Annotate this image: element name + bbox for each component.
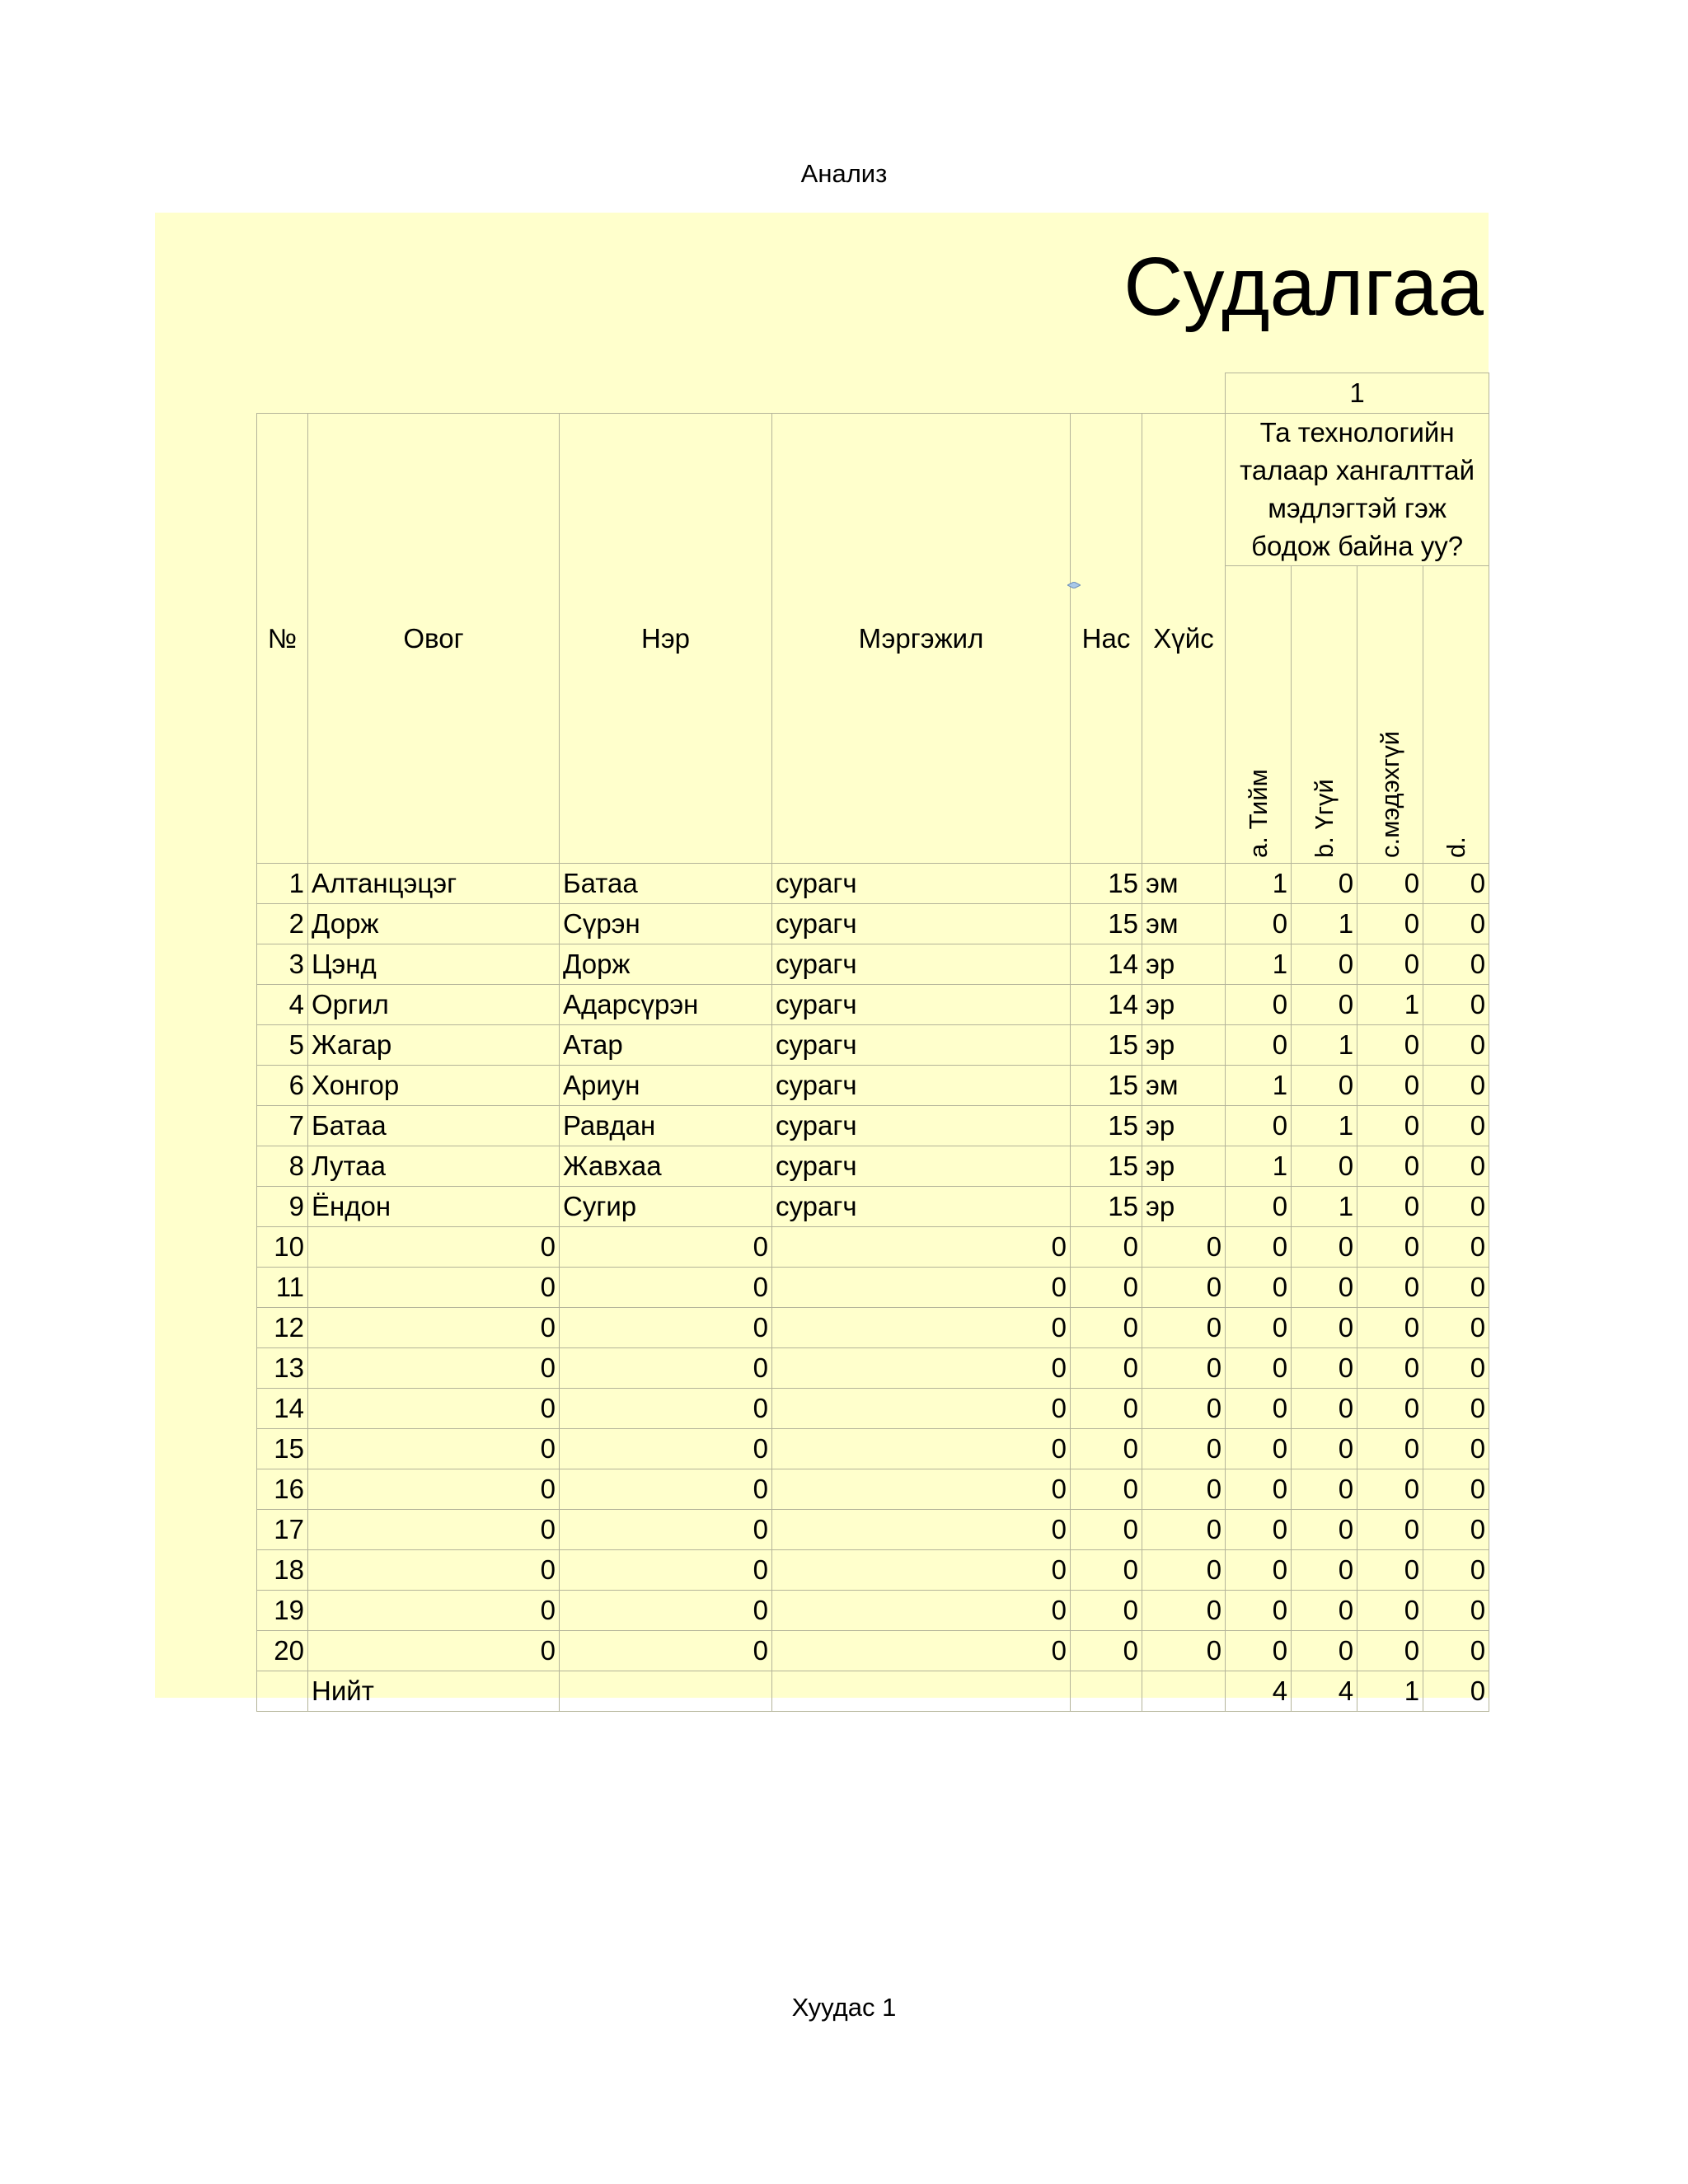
option-d-cell: 0 <box>1423 1024 1489 1065</box>
gender-cell: эр <box>1142 1146 1226 1186</box>
column-header-last-name: Овог <box>308 413 560 863</box>
option-b-cell: 0 <box>1292 944 1357 984</box>
first-name-cell: 0 <box>560 1469 772 1509</box>
first-name-cell: Дорж <box>560 944 772 984</box>
row-number: 15 <box>257 1428 308 1469</box>
option-d-cell: 0 <box>1423 1307 1489 1347</box>
sheet-title: Судалгаа <box>1123 241 1484 333</box>
option-c-cell: 0 <box>1357 1388 1423 1428</box>
option-d-cell: 0 <box>1423 1105 1489 1146</box>
option-a-cell: 0 <box>1226 1549 1292 1590</box>
option-d-cell: 0 <box>1423 863 1489 903</box>
option-b-cell: 0 <box>1292 1630 1357 1671</box>
table-row <box>257 1024 1489 1065</box>
row-number: 8 <box>257 1146 308 1186</box>
age-cell: 15 <box>1071 1146 1142 1186</box>
option-b-cell: 0 <box>1292 1428 1357 1469</box>
option-b-header <box>1292 565 1357 863</box>
option-b-label: b. Үгүй <box>1310 778 1339 858</box>
option-d-cell: 0 <box>1423 944 1489 984</box>
gender-cell: эм <box>1142 863 1226 903</box>
page-footer: Хуудас 1 <box>791 1993 897 2022</box>
first-name-cell: 0 <box>560 1307 772 1347</box>
age-cell: 0 <box>1071 1428 1142 1469</box>
age-cell: 0 <box>1071 1509 1142 1549</box>
last-name-cell: 0 <box>308 1469 560 1509</box>
option-a-cell: 1 <box>1226 863 1292 903</box>
option-c-label: c.мэдэхгүй <box>1376 730 1405 858</box>
option-b-cell: 1 <box>1292 903 1357 944</box>
option-d-cell: 0 <box>1423 1186 1489 1226</box>
option-b-cell: 0 <box>1292 984 1357 1024</box>
table-row <box>257 944 1489 984</box>
option-a-cell: 0 <box>1226 1267 1292 1307</box>
last-name-cell: 0 <box>308 1388 560 1428</box>
option-d-cell: 0 <box>1423 1549 1489 1590</box>
age-cell: 0 <box>1071 1226 1142 1267</box>
totals-row-number <box>257 1671 308 1711</box>
table-row <box>257 1146 1489 1186</box>
option-b-cell: 0 <box>1292 1226 1357 1267</box>
row-number: 17 <box>257 1509 308 1549</box>
gender-cell: эр <box>1142 1105 1226 1146</box>
row-number: 7 <box>257 1105 308 1146</box>
age-cell: 0 <box>1071 1549 1142 1590</box>
spreadsheet-area <box>155 213 1489 1706</box>
column-header-age: Нас <box>1071 413 1142 863</box>
column-header-profession: Мэргэжил <box>772 413 1071 863</box>
option-a-cell: 0 <box>1226 1630 1292 1671</box>
column-header-first-name: Нэр <box>560 413 772 863</box>
first-name-cell: Жавхаа <box>560 1146 772 1186</box>
gender-cell: эр <box>1142 1024 1226 1065</box>
age-cell: 14 <box>1071 944 1142 984</box>
option-a-label: a. Тийм <box>1244 768 1273 858</box>
option-d-cell: 0 <box>1423 1388 1489 1428</box>
gender-cell: 0 <box>1142 1630 1226 1671</box>
gender-cell: эр <box>1142 944 1226 984</box>
age-cell: 0 <box>1071 1267 1142 1307</box>
option-a-cell: 0 <box>1226 1388 1292 1428</box>
total-option-c: 1 <box>1357 1671 1423 1711</box>
option-b-cell: 0 <box>1292 1509 1357 1549</box>
page-header: Анализ <box>800 159 888 188</box>
profession-cell: сурагч <box>772 984 1071 1024</box>
table-row <box>257 1347 1489 1388</box>
option-d-cell: 0 <box>1423 903 1489 944</box>
option-a-cell: 0 <box>1226 1105 1292 1146</box>
age-cell: 0 <box>1071 1590 1142 1630</box>
table-row <box>257 863 1489 903</box>
option-c-cell: 0 <box>1357 1549 1423 1590</box>
first-name-cell: 0 <box>560 1347 772 1388</box>
profession-cell: 0 <box>772 1549 1071 1590</box>
first-name-cell: Ариун <box>560 1065 772 1105</box>
last-name-cell: 0 <box>308 1549 560 1590</box>
row-number: 9 <box>257 1186 308 1226</box>
option-d-cell: 0 <box>1423 1590 1489 1630</box>
age-cell: 15 <box>1071 1024 1142 1065</box>
gender-cell: 0 <box>1142 1347 1226 1388</box>
option-b-cell: 0 <box>1292 1549 1357 1590</box>
option-b-cell: 0 <box>1292 1388 1357 1428</box>
option-b-cell: 0 <box>1292 1065 1357 1105</box>
gender-cell: 0 <box>1142 1509 1226 1549</box>
table-row <box>257 1469 1489 1509</box>
option-b-cell: 1 <box>1292 1024 1357 1065</box>
table-row <box>257 1388 1489 1428</box>
profession-cell: 0 <box>772 1388 1071 1428</box>
age-cell: 15 <box>1071 1186 1142 1226</box>
first-name-cell: Батаа <box>560 863 772 903</box>
option-c-cell: 0 <box>1357 1186 1423 1226</box>
last-name-cell: Жагар <box>308 1024 560 1065</box>
age-cell: 0 <box>1071 1388 1142 1428</box>
question-number: 1 <box>1226 373 1489 414</box>
option-a-cell: 0 <box>1226 1024 1292 1065</box>
option-a-cell: 0 <box>1226 984 1292 1024</box>
last-name-cell: 0 <box>308 1630 560 1671</box>
row-number: 11 <box>257 1267 308 1307</box>
last-name-cell: Батаа <box>308 1105 560 1146</box>
first-name-cell: 0 <box>560 1428 772 1469</box>
table-row <box>257 1226 1489 1267</box>
age-cell: 15 <box>1071 863 1142 903</box>
option-d-cell: 0 <box>1423 1146 1489 1186</box>
profession-cell: 0 <box>772 1267 1071 1307</box>
option-c-cell: 0 <box>1357 1469 1423 1509</box>
option-a-cell: 0 <box>1226 1509 1292 1549</box>
table-row <box>257 984 1489 1024</box>
option-d-cell: 0 <box>1423 1630 1489 1671</box>
row-number: 14 <box>257 1388 308 1428</box>
gender-cell: 0 <box>1142 1307 1226 1347</box>
option-b-cell: 1 <box>1292 1105 1357 1146</box>
option-c-cell: 0 <box>1357 1226 1423 1267</box>
option-c-cell: 0 <box>1357 863 1423 903</box>
table-row <box>257 1590 1489 1630</box>
option-c-cell: 0 <box>1357 1347 1423 1388</box>
first-name-cell: 0 <box>560 1509 772 1549</box>
option-d-cell: 0 <box>1423 1509 1489 1549</box>
row-number: 12 <box>257 1307 308 1347</box>
gender-cell: эм <box>1142 1065 1226 1105</box>
question-number-row <box>257 373 1489 414</box>
first-name-cell: 0 <box>560 1630 772 1671</box>
option-d-cell: 0 <box>1423 1428 1489 1469</box>
gender-cell: эр <box>1142 984 1226 1024</box>
row-number: 6 <box>257 1065 308 1105</box>
option-b-cell: 0 <box>1292 1347 1357 1388</box>
option-a-cell: 0 <box>1226 903 1292 944</box>
profession-cell: 0 <box>772 1469 1071 1509</box>
gender-cell: 0 <box>1142 1549 1226 1590</box>
totals-blank <box>560 1671 772 1711</box>
option-b-cell: 0 <box>1292 1267 1357 1307</box>
comment-marker-icon <box>1067 582 1081 588</box>
option-d-cell: 0 <box>1423 1065 1489 1105</box>
table-row <box>257 1186 1489 1226</box>
option-a-cell: 1 <box>1226 944 1292 984</box>
header-row <box>257 413 1489 565</box>
option-c-cell: 0 <box>1357 1267 1423 1307</box>
age-cell: 0 <box>1071 1630 1142 1671</box>
table-row <box>257 1509 1489 1549</box>
option-d-cell: 0 <box>1423 1347 1489 1388</box>
row-number: 4 <box>257 984 308 1024</box>
totals-blank <box>1071 1671 1142 1711</box>
last-name-cell: 0 <box>308 1428 560 1469</box>
profession-cell: 0 <box>772 1347 1071 1388</box>
first-name-cell: Атар <box>560 1024 772 1065</box>
row-number: 10 <box>257 1226 308 1267</box>
age-cell: 15 <box>1071 1105 1142 1146</box>
last-name-cell: Ёндон <box>308 1186 560 1226</box>
option-b-cell: 0 <box>1292 1146 1357 1186</box>
total-option-b: 4 <box>1292 1671 1357 1711</box>
profession-cell: 0 <box>772 1428 1071 1469</box>
option-c-cell: 0 <box>1357 903 1423 944</box>
profession-cell: сурагч <box>772 903 1071 944</box>
option-a-cell: 0 <box>1226 1186 1292 1226</box>
row-number: 2 <box>257 903 308 944</box>
first-name-cell: Адарсүрэн <box>560 984 772 1024</box>
age-cell: 14 <box>1071 984 1142 1024</box>
option-c-cell: 0 <box>1357 1307 1423 1347</box>
profession-cell: сурагч <box>772 1186 1071 1226</box>
option-d-cell: 0 <box>1423 1469 1489 1509</box>
option-d-cell: 0 <box>1423 1267 1489 1307</box>
option-a-cell: 0 <box>1226 1428 1292 1469</box>
option-c-header <box>1357 565 1423 863</box>
totals-blank <box>1142 1671 1226 1711</box>
first-name-cell: 0 <box>560 1388 772 1428</box>
column-header-no: № <box>257 413 308 863</box>
table-row <box>257 1267 1489 1307</box>
last-name-cell: 0 <box>308 1347 560 1388</box>
profession-cell: 0 <box>772 1509 1071 1549</box>
age-cell: 15 <box>1071 903 1142 944</box>
gender-cell: эр <box>1142 1186 1226 1226</box>
option-b-cell: 0 <box>1292 863 1357 903</box>
first-name-cell: 0 <box>560 1590 772 1630</box>
row-number: 1 <box>257 863 308 903</box>
last-name-cell: 0 <box>308 1590 560 1630</box>
option-c-cell: 0 <box>1357 1590 1423 1630</box>
table-row <box>257 1630 1489 1671</box>
option-b-cell: 0 <box>1292 1307 1357 1347</box>
option-a-cell: 1 <box>1226 1065 1292 1105</box>
option-d-label: d. <box>1442 836 1471 858</box>
age-cell: 0 <box>1071 1347 1142 1388</box>
last-name-cell: 0 <box>308 1509 560 1549</box>
last-name-cell: Дорж <box>308 903 560 944</box>
gender-cell: 0 <box>1142 1226 1226 1267</box>
profession-cell: сурагч <box>772 1105 1071 1146</box>
row-number: 16 <box>257 1469 308 1509</box>
last-name-cell: 0 <box>308 1226 560 1267</box>
age-cell: 0 <box>1071 1469 1142 1509</box>
option-c-cell: 0 <box>1357 1630 1423 1671</box>
profession-cell: сурагч <box>772 1024 1071 1065</box>
question-text: Та технологийн талаар хангалттай мэдлэгтэй гэж бодож байна уу? <box>1226 413 1489 565</box>
gender-cell: 0 <box>1142 1590 1226 1630</box>
option-c-cell: 0 <box>1357 1509 1423 1549</box>
option-d-cell: 0 <box>1423 1226 1489 1267</box>
last-name-cell: Лутаа <box>308 1146 560 1186</box>
last-name-cell: Хонгор <box>308 1065 560 1105</box>
row-number: 5 <box>257 1024 308 1065</box>
option-b-cell: 0 <box>1292 1590 1357 1630</box>
option-c-cell: 0 <box>1357 1428 1423 1469</box>
profession-cell: сурагч <box>772 1065 1071 1105</box>
profession-cell: сурагч <box>772 944 1071 984</box>
row-number: 18 <box>257 1549 308 1590</box>
gender-cell: эм <box>1142 903 1226 944</box>
option-c-cell: 0 <box>1357 944 1423 984</box>
profession-cell: сурагч <box>772 1146 1071 1186</box>
totals-label: Нийт <box>308 1671 560 1711</box>
first-name-cell: 0 <box>560 1226 772 1267</box>
survey-table <box>256 373 1489 1712</box>
first-name-cell: Сугир <box>560 1186 772 1226</box>
row-number: 19 <box>257 1590 308 1630</box>
option-a-header <box>1226 565 1292 863</box>
total-option-d: 0 <box>1423 1671 1489 1711</box>
row-number: 13 <box>257 1347 308 1388</box>
option-d-header <box>1423 565 1489 863</box>
table-row <box>257 1307 1489 1347</box>
first-name-cell: Равдан <box>560 1105 772 1146</box>
option-a-cell: 0 <box>1226 1226 1292 1267</box>
last-name-cell: Алтанцэцэг <box>308 863 560 903</box>
table-row <box>257 1549 1489 1590</box>
option-c-cell: 0 <box>1357 1105 1423 1146</box>
profession-cell: 0 <box>772 1307 1071 1347</box>
last-name-cell: Цэнд <box>308 944 560 984</box>
gender-cell: 0 <box>1142 1469 1226 1509</box>
option-c-cell: 0 <box>1357 1146 1423 1186</box>
table-row <box>257 1065 1489 1105</box>
profession-cell: сурагч <box>772 863 1071 903</box>
option-d-cell: 0 <box>1423 984 1489 1024</box>
last-name-cell: Оргил <box>308 984 560 1024</box>
first-name-cell: Сүрэн <box>560 903 772 944</box>
option-c-cell: 0 <box>1357 1065 1423 1105</box>
table-row <box>257 1105 1489 1146</box>
row-number: 3 <box>257 944 308 984</box>
first-name-cell: 0 <box>560 1549 772 1590</box>
last-name-cell: 0 <box>308 1267 560 1307</box>
option-c-cell: 0 <box>1357 1024 1423 1065</box>
option-c-cell: 1 <box>1357 984 1423 1024</box>
option-a-cell: 0 <box>1226 1347 1292 1388</box>
total-option-a: 4 <box>1226 1671 1292 1711</box>
table-row <box>257 1428 1489 1469</box>
age-cell: 15 <box>1071 1065 1142 1105</box>
option-a-cell: 0 <box>1226 1307 1292 1347</box>
column-header-gender: Хүйс <box>1142 413 1226 863</box>
gender-cell: 0 <box>1142 1267 1226 1307</box>
gender-cell: 0 <box>1142 1428 1226 1469</box>
profession-cell: 0 <box>772 1590 1071 1630</box>
option-b-cell: 0 <box>1292 1469 1357 1509</box>
option-a-cell: 0 <box>1226 1590 1292 1630</box>
totals-row <box>257 1671 1489 1711</box>
last-name-cell: 0 <box>308 1307 560 1347</box>
row-number: 20 <box>257 1630 308 1671</box>
age-cell: 0 <box>1071 1307 1142 1347</box>
profession-cell: 0 <box>772 1630 1071 1671</box>
option-a-cell: 0 <box>1226 1469 1292 1509</box>
totals-blank <box>772 1671 1071 1711</box>
option-a-cell: 1 <box>1226 1146 1292 1186</box>
table-row <box>257 903 1489 944</box>
option-b-cell: 1 <box>1292 1186 1357 1226</box>
profession-cell: 0 <box>772 1226 1071 1267</box>
gender-cell: 0 <box>1142 1388 1226 1428</box>
first-name-cell: 0 <box>560 1267 772 1307</box>
